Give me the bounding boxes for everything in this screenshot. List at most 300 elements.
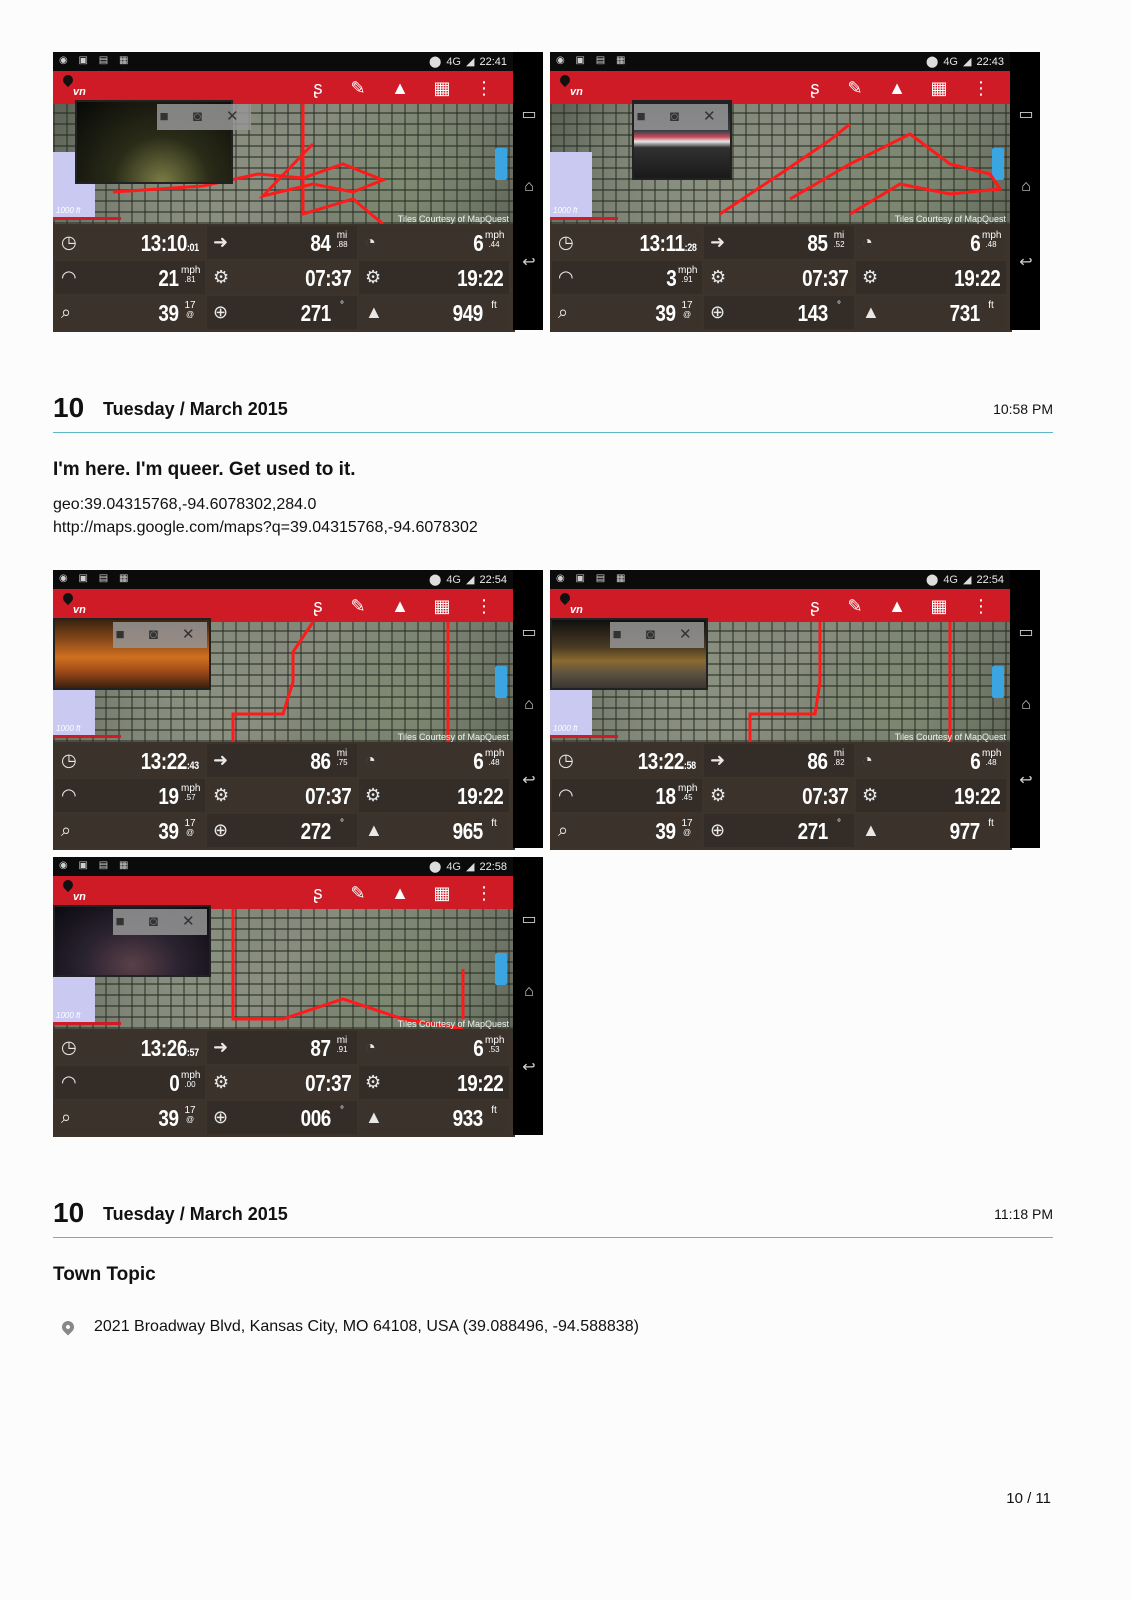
back-icon[interactable]: ↩: [522, 1059, 536, 1076]
avg-speed-cell[interactable]: [359, 744, 509, 777]
notification-icons: ◉ ▣ ▤ ▦: [556, 573, 630, 584]
speed-cell[interactable]: [55, 1066, 205, 1099]
status-time: 22:43: [976, 55, 1004, 68]
stats-dashboard: [53, 742, 515, 850]
elevation-cell[interactable]: [359, 296, 509, 329]
overflow-menu-icon[interactable]: ⋮: [475, 596, 493, 616]
status-time: 22:54: [976, 573, 1004, 586]
speed-value: 3: [665, 265, 676, 291]
gear-icon: ⚙: [213, 1072, 230, 1092]
app-toolbar: [550, 71, 1010, 104]
arrow-right-icon: ➜: [710, 232, 726, 252]
stopped-time-cell[interactable]: [856, 261, 1006, 294]
scale-label: 1000 ft: [553, 206, 578, 215]
android-nav-bar: [1010, 570, 1040, 848]
road-icon[interactable]: ▲: [391, 596, 409, 616]
speedometer-icon: ◠: [61, 785, 77, 805]
timer-value: 13:10: [140, 230, 188, 256]
timer-cell[interactable]: [55, 1031, 205, 1064]
tile-credit: Tiles Courtesy of MapQuest: [397, 1019, 509, 1029]
speed-value: 0: [168, 1070, 179, 1096]
location-icon: ⬤: [429, 861, 442, 873]
route-icon[interactable]: ʂ: [810, 78, 820, 98]
camera-preview: [550, 618, 708, 690]
avg-speed-decimal: .48: [985, 758, 997, 767]
distance-value: 86: [310, 748, 331, 774]
satellites-total: 17: [184, 818, 196, 829]
speed-unit: mph: [181, 1070, 201, 1081]
distance-value: 85: [807, 230, 828, 256]
speedometer-icon: ◠: [558, 785, 574, 805]
elevation-value: 977: [949, 818, 980, 844]
elevation-value: 949: [452, 300, 483, 326]
back-icon[interactable]: ↩: [522, 254, 536, 271]
status-time: 22:54: [479, 573, 507, 586]
distance-unit: mi: [833, 748, 845, 759]
avg-speed-cell[interactable]: [856, 744, 1006, 777]
heading-value: 271: [300, 300, 331, 326]
moving-time-cell[interactable]: [704, 779, 854, 812]
satellites-cell[interactable]: [55, 1101, 205, 1134]
recent-apps-icon[interactable]: ▭: [521, 911, 537, 928]
timer-icon: ◷: [61, 1037, 77, 1057]
app-screenshot: [550, 52, 1040, 330]
timer-seconds: :43: [187, 760, 199, 772]
signal-icon: ◢: [963, 574, 972, 586]
app-logo: vn: [558, 593, 584, 619]
notification-icons: ◉ ▣ ▤ ▦: [59, 860, 133, 871]
app-screenshot: [53, 857, 543, 1135]
overflow-menu-icon[interactable]: ⋮: [475, 78, 493, 98]
satellites-value: 39: [655, 818, 676, 844]
route-icon[interactable]: ʂ: [313, 78, 323, 98]
speed-unit: mph: [181, 783, 201, 794]
scale-label: 1000 ft: [56, 1011, 81, 1020]
elevation-unit: ft: [491, 1105, 497, 1116]
elevation-cell[interactable]: [359, 1101, 509, 1134]
speed-cell[interactable]: [55, 261, 205, 294]
scale-label: 1000 ft: [56, 206, 81, 215]
tile-credit: Tiles Courtesy of MapQuest: [894, 732, 1006, 742]
timer-cell[interactable]: [552, 226, 702, 259]
status-bar: [53, 857, 513, 876]
satellites-value: 39: [655, 300, 676, 326]
avg-speed-value: 6: [969, 230, 980, 256]
map-view[interactable]: [550, 104, 1010, 224]
status-time: 22:58: [479, 860, 507, 873]
avg-speed-value: 6: [472, 748, 483, 774]
status-bar: [550, 570, 1010, 589]
avg-speed-decimal: .53: [488, 1045, 500, 1054]
home-icon[interactable]: ⌂: [524, 178, 534, 195]
signal-icon: ◢: [466, 574, 475, 586]
map-view[interactable]: [53, 104, 513, 224]
speed-cell[interactable]: [55, 779, 205, 812]
stopped-time-value: 19:22: [456, 783, 503, 809]
satellites-total: 17: [681, 300, 693, 311]
avg-speed-unit: mph: [485, 230, 505, 241]
pin-icon[interactable]: ✎: [350, 78, 366, 98]
distance-decimal: .82: [833, 758, 845, 767]
network-label: 4G: [446, 573, 461, 586]
network-label: 4G: [943, 55, 958, 68]
heading-unit: °: [340, 818, 344, 829]
stats-dashboard: [550, 224, 1012, 332]
moving-time-cell[interactable]: [207, 779, 357, 812]
entry-date-header: [53, 1197, 1053, 1238]
timer-seconds: :57: [187, 1047, 199, 1059]
map-view[interactable]: [53, 909, 513, 1029]
speed-unit: mph: [181, 265, 201, 276]
location-icon: ⬤: [429, 56, 442, 68]
satellites-suffix: @: [682, 828, 692, 837]
distance-cell[interactable]: [207, 744, 357, 777]
distance-value: 84: [310, 230, 331, 256]
elevation-unit: ft: [988, 300, 994, 311]
avg-speed-cell[interactable]: [359, 226, 509, 259]
search-icon: ⌕: [558, 302, 569, 322]
map-view[interactable]: [550, 622, 1010, 742]
satellites-value: 39: [158, 1105, 179, 1131]
pin-icon[interactable]: ✎: [847, 78, 863, 98]
satellites-cell[interactable]: [552, 814, 702, 847]
heading-cell[interactable]: [207, 296, 357, 329]
moving-time-value: 07:37: [801, 265, 848, 291]
stopped-time-cell[interactable]: [359, 779, 509, 812]
location-pin-icon: [60, 1319, 77, 1336]
scale-bar: [53, 1022, 121, 1025]
avg-speed-unit: mph: [982, 230, 1002, 241]
avg-speed-unit: mph: [485, 1035, 505, 1046]
maps-link[interactable]: http://maps.google.com/maps?q=39.04315768,-94.6078302: [53, 519, 478, 536]
elevation-unit: ft: [491, 300, 497, 311]
entry-time: 11:18 PM: [994, 1206, 1053, 1222]
recent-apps-icon[interactable]: ▭: [1018, 624, 1034, 641]
mountain-icon: ▲: [862, 302, 880, 322]
moving-time-cell[interactable]: [207, 261, 357, 294]
stopped-time-value: 19:22: [456, 1070, 503, 1096]
map-icon[interactable]: ▦: [930, 596, 948, 616]
moving-time-cell[interactable]: [704, 261, 854, 294]
page-number: 10 / 11: [1006, 1490, 1051, 1507]
satellites-cell[interactable]: [55, 814, 205, 847]
map-icon[interactable]: ▦: [433, 883, 451, 903]
notification-icons: ◉ ▣ ▤ ▦: [556, 55, 630, 66]
location-address: 2021 Broadway Blvd, Kansas City, MO 64108, USA (39.088496, -94.588838): [94, 1318, 639, 1335]
scale-bar: [550, 735, 618, 738]
location-row: [62, 1318, 639, 1336]
scale-bar: [53, 217, 121, 220]
speed-unit: mph: [678, 265, 698, 276]
pin-icon[interactable]: ✎: [350, 596, 366, 616]
camera-preview: [53, 618, 211, 690]
camera-preview: [53, 905, 211, 977]
recent-apps-icon[interactable]: ▭: [521, 106, 537, 123]
distance-unit: mi: [336, 230, 348, 241]
elevation-value: 731: [949, 300, 980, 326]
status-bar: [53, 52, 513, 71]
elevation-unit: ft: [491, 818, 497, 829]
heading-value: 006: [300, 1105, 331, 1131]
home-icon[interactable]: ⌂: [524, 696, 534, 713]
gear-icon: ⚙: [213, 267, 230, 287]
entry-time: 10:58 PM: [993, 401, 1053, 417]
timer-icon: ◷: [61, 750, 77, 770]
speed-cell[interactable]: [552, 779, 702, 812]
speed-cell[interactable]: [552, 261, 702, 294]
heading-cell[interactable]: [207, 1101, 357, 1134]
pin-icon[interactable]: ✎: [350, 883, 366, 903]
signal-icon: ◢: [963, 56, 972, 68]
search-icon: ⌕: [61, 820, 72, 840]
status-bar: [53, 570, 513, 589]
overflow-menu-icon[interactable]: ⋮: [475, 883, 493, 903]
distance-unit: mi: [336, 1035, 348, 1046]
back-icon[interactable]: ↩: [522, 772, 536, 789]
satellites-value: 39: [158, 300, 179, 326]
entry-title: I'm here. I'm queer. Get used to it.: [53, 459, 356, 480]
app-screenshot: [53, 570, 543, 848]
camera-controls[interactable]: ■ ◙ ✕: [113, 622, 207, 648]
map-icon[interactable]: ▦: [433, 78, 451, 98]
timer-value: 13:11: [639, 230, 685, 256]
stopped-time-value: 19:22: [953, 265, 1000, 291]
scale-label: 1000 ft: [553, 724, 578, 733]
heading-value: 271: [797, 818, 828, 844]
elevation-cell[interactable]: [856, 814, 1006, 847]
distance-unit: mi: [336, 748, 348, 759]
moving-time-cell[interactable]: [207, 1066, 357, 1099]
satellites-suffix: @: [682, 310, 692, 319]
road-icon[interactable]: ▲: [888, 596, 906, 616]
back-icon[interactable]: ↩: [1019, 772, 1033, 789]
timer-cell[interactable]: [55, 226, 205, 259]
home-icon[interactable]: ⌂: [524, 983, 534, 1000]
crosshair-icon: ⊕: [710, 302, 726, 322]
android-nav-bar: [513, 52, 543, 330]
distance-value: 87: [310, 1035, 331, 1061]
tile-credit: Tiles Courtesy of MapQuest: [397, 214, 509, 224]
gear-icon: ⚙: [365, 267, 382, 287]
camera-preview: [75, 100, 249, 184]
timer-cell[interactable]: [552, 744, 702, 777]
location-icon: ⬤: [926, 574, 939, 586]
map-icon[interactable]: ▦: [433, 596, 451, 616]
stats-dashboard: [53, 224, 515, 332]
avg-speed-decimal: .48: [488, 758, 500, 767]
pin-icon[interactable]: ✎: [847, 596, 863, 616]
gear-icon: ⚙: [365, 1072, 382, 1092]
app-logo: vn: [61, 75, 87, 101]
speed-value: 21: [158, 265, 179, 291]
satellites-suffix: @: [185, 310, 195, 319]
android-nav-bar: [513, 857, 543, 1135]
heading-unit: °: [340, 300, 344, 311]
elevation-cell[interactable]: [856, 296, 1006, 329]
recent-apps-icon[interactable]: ▭: [1018, 106, 1034, 123]
avg-speed-cell[interactable]: [359, 1031, 509, 1064]
speedometer-icon: ◠: [61, 267, 77, 287]
camera-controls[interactable]: ■ ◙ ✕: [157, 104, 251, 130]
route-icon[interactable]: ʂ: [810, 596, 820, 616]
gear-icon: ⚙: [862, 785, 879, 805]
heading-cell[interactable]: [207, 814, 357, 847]
timer-seconds: :28: [684, 242, 696, 254]
distance-decimal: .75: [336, 758, 348, 767]
elevation-value: 933: [452, 1105, 483, 1131]
distance-value: 86: [807, 748, 828, 774]
avg-speed-value: 6: [472, 1035, 483, 1061]
signal-icon: ◢: [466, 56, 475, 68]
overflow-menu-icon[interactable]: ⋮: [972, 78, 990, 98]
geo-text: geo:39.04315768,-94.6078302,284.0: [53, 496, 317, 513]
speed-decimal: .00: [184, 1080, 196, 1089]
map-icon[interactable]: ▦: [930, 78, 948, 98]
route-track: [550, 104, 1010, 224]
entry-day: 10: [53, 392, 85, 423]
satellites-total: 17: [681, 818, 693, 829]
heading-unit: °: [837, 818, 841, 829]
avg-speed-unit: mph: [982, 748, 1002, 759]
gear-icon: ⚙: [365, 785, 382, 805]
avg-gauge-icon: ◔: [365, 750, 376, 770]
avg-speed-cell[interactable]: [856, 226, 1006, 259]
stopped-time-value: 19:22: [456, 265, 503, 291]
distance-cell[interactable]: [207, 1031, 357, 1064]
elevation-unit: ft: [988, 818, 994, 829]
satellites-value: 39: [158, 818, 179, 844]
gear-icon: ⚙: [862, 267, 879, 287]
distance-decimal: .88: [336, 240, 348, 249]
satellites-suffix: @: [185, 828, 195, 837]
stopped-time-cell[interactable]: [359, 1066, 509, 1099]
entry-date: Tuesday / March 2015: [103, 399, 288, 419]
scale-label: 1000 ft: [56, 724, 81, 733]
timer-value: 13:26: [140, 1035, 188, 1061]
search-icon: ⌕: [558, 820, 569, 840]
speedometer-icon: ◠: [558, 267, 574, 287]
camera-controls[interactable]: ■ ◙ ✕: [113, 909, 207, 935]
network-label: 4G: [446, 55, 461, 68]
distance-unit: mi: [833, 230, 845, 241]
crosshair-icon: ⊕: [213, 820, 229, 840]
crosshair-icon: ⊕: [710, 820, 726, 840]
avg-speed-value: 6: [969, 748, 980, 774]
road-icon[interactable]: ▲: [888, 78, 906, 98]
entry-date-header: [53, 392, 1053, 433]
moving-time-value: 07:37: [304, 783, 351, 809]
stopped-time-cell[interactable]: [856, 779, 1006, 812]
entry-day: 10: [53, 1197, 85, 1228]
heading-cell[interactable]: [704, 814, 854, 847]
stats-dashboard: [53, 1029, 515, 1137]
heading-cell[interactable]: [704, 296, 854, 329]
search-icon: ⌕: [61, 302, 72, 322]
speed-unit: mph: [678, 783, 698, 794]
timer-seconds: :58: [684, 760, 696, 772]
satellites-cell[interactable]: [55, 296, 205, 329]
arrow-right-icon: ➜: [213, 232, 229, 252]
route-icon[interactable]: ʂ: [313, 883, 323, 903]
route-icon[interactable]: ʂ: [313, 596, 323, 616]
timer-seconds: :01: [187, 242, 199, 254]
arrow-right-icon: ➜: [213, 750, 229, 770]
avg-speed-decimal: .44: [488, 240, 500, 249]
elevation-cell[interactable]: [359, 814, 509, 847]
heading-unit: °: [837, 300, 841, 311]
app-screenshot: [53, 52, 543, 330]
recent-apps-icon[interactable]: ▭: [521, 624, 537, 641]
heading-value: 272: [300, 818, 331, 844]
moving-time-value: 07:37: [801, 783, 848, 809]
mountain-icon: ▲: [365, 820, 383, 840]
stats-dashboard: [550, 742, 1012, 850]
distance-cell[interactable]: [704, 226, 854, 259]
avg-speed-value: 6: [472, 230, 483, 256]
camera-controls[interactable]: ■ ◙ ✕: [634, 104, 728, 130]
moving-time-value: 07:37: [304, 1070, 351, 1096]
timer-value: 13:22: [637, 748, 685, 774]
speed-value: 19: [158, 783, 179, 809]
android-nav-bar: [1010, 52, 1040, 330]
distance-cell[interactable]: [704, 744, 854, 777]
distance-cell[interactable]: [207, 226, 357, 259]
satellites-suffix: @: [185, 1115, 195, 1124]
home-icon[interactable]: ⌂: [1021, 696, 1031, 713]
avg-speed-unit: mph: [485, 748, 505, 759]
location-icon: ⬤: [926, 56, 939, 68]
app-logo: vn: [61, 880, 87, 906]
avg-gauge-icon: ◔: [862, 232, 873, 252]
network-label: 4G: [446, 860, 461, 873]
stopped-time-cell[interactable]: [359, 261, 509, 294]
avg-gauge-icon: ◔: [365, 232, 376, 252]
road-icon[interactable]: ▲: [391, 883, 409, 903]
timer-cell[interactable]: [55, 744, 205, 777]
speed-decimal: .91: [681, 275, 693, 284]
stopped-time-value: 19:22: [953, 783, 1000, 809]
tile-credit: Tiles Courtesy of MapQuest: [397, 732, 509, 742]
entry-title: Town Topic: [53, 1264, 156, 1285]
android-nav-bar: [513, 570, 543, 848]
home-icon[interactable]: ⌂: [1021, 178, 1031, 195]
mountain-icon: ▲: [862, 820, 880, 840]
avg-gauge-icon: ◔: [862, 750, 873, 770]
mountain-icon: ▲: [365, 302, 383, 322]
satellites-cell[interactable]: [552, 296, 702, 329]
mountain-icon: ▲: [365, 1107, 383, 1127]
heading-unit: °: [340, 1105, 344, 1116]
timer-icon: ◷: [61, 232, 77, 252]
speed-decimal: .81: [184, 275, 196, 284]
heading-value: 143: [797, 300, 828, 326]
distance-decimal: .52: [833, 240, 845, 249]
map-view[interactable]: [53, 622, 513, 742]
speedometer-icon: ◠: [61, 1072, 77, 1092]
overflow-menu-icon[interactable]: ⋮: [972, 596, 990, 616]
avg-gauge-icon: ◔: [365, 1037, 376, 1057]
timer-value: 13:22: [140, 748, 188, 774]
search-icon: ⌕: [61, 1107, 72, 1127]
app-logo: vn: [61, 593, 87, 619]
back-icon[interactable]: ↩: [1019, 254, 1033, 271]
timer-icon: ◷: [558, 750, 574, 770]
road-icon[interactable]: ▲: [391, 78, 409, 98]
camera-controls[interactable]: ■ ◙ ✕: [610, 622, 704, 648]
app-logo: vn: [558, 75, 584, 101]
speed-decimal: .45: [681, 793, 693, 802]
crosshair-icon: ⊕: [213, 302, 229, 322]
